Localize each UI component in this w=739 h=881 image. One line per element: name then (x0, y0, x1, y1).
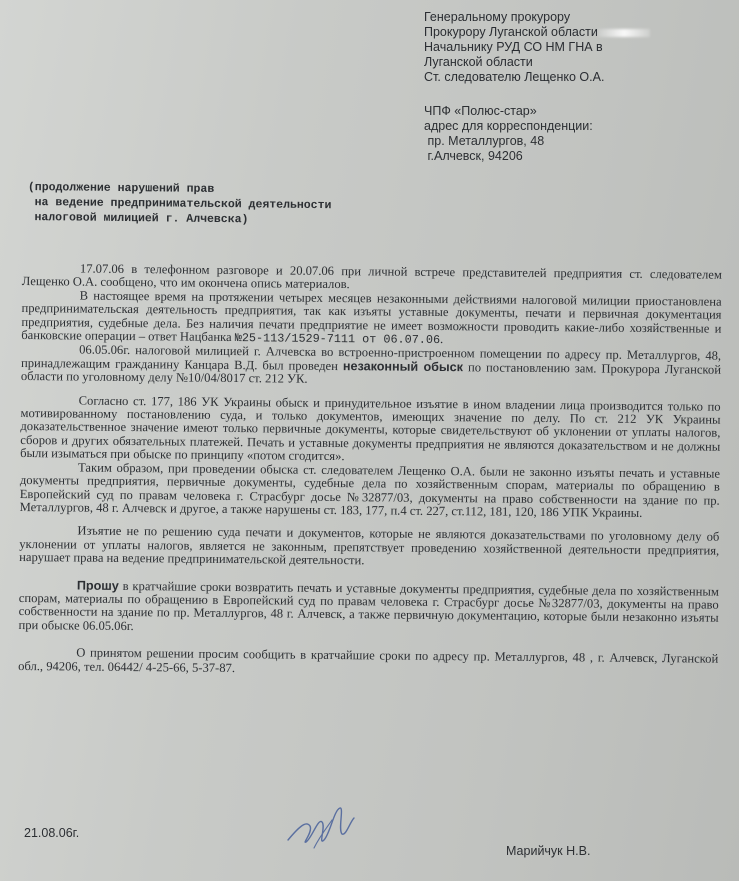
addressee-line: Ст. следователю Лещенко О.А. (424, 70, 605, 84)
addressee-block (424, 10, 724, 85)
sender-line: адрес для корреспонденции: (424, 119, 593, 133)
bold-phrase: Прошу (76, 578, 119, 593)
signature-mark (284, 800, 358, 852)
letter-body (18, 262, 722, 680)
addressee-line: Прокурору Луганской области (424, 25, 724, 40)
bold-phrase: незаконный обыск (342, 358, 464, 375)
addressee-line: Начальнику РУД СО НМ ГНА в (424, 40, 603, 54)
paragraph-6: Изъятие не по решению суда печати и документов, которые не являются доказательствами по уголовному делу об уклонении от уплаты налогов, является не законным, препятствует проведению хозяйственной деятельности предприятия, нарушает права на ведение предпринимательской деятельности. (19, 523, 720, 568)
sender-block (424, 104, 724, 164)
paragraph-3: 06.05.06г. налоговой милицией г. Алчевска во встроенно-пристроенном помещении по адресу пр. Металлургов, 48, принадлежащим гражданину Канцара В.Д. был проведен незаконный обыск по постановлению зам. Прокурора Луганской области по уголовному делу №10/04/8017 ст. 212 УК. (20, 342, 722, 386)
letter-date: 21.08.06г. (24, 826, 80, 840)
addressee-line: Генеральному прокурору (424, 10, 571, 24)
addressee-line: Луганской области (424, 55, 533, 69)
redaction-mark (598, 29, 650, 37)
paragraph-4: Согласно ст. 177, 186 УК Украины обыск и принудительное изъятие в ином владении лица производится только по мотивированному постановлению суда, и только документов, имеющих значение по делу. По ст. 212 УК Украины доказательственное значение имеют только первичные документы, которые свидетельствуют об уклонении от уплаты налогов, сборов и других обязательных платежей. Печать и уставные документы предприятия не являются доказательством и не должны были изыматься при обыске по принципу «потом сгодится». (20, 393, 721, 464)
paragraph-5: Таким образом, при проведении обыска ст. следователем Лещенко О.А. были не законно изъяты печать и уставные документы предприятия, первичные документы, судебные дела по хозяйственным спорам, материалы по обращению в Европейский суд по правам человека г. Страсбург досье №32877/03, документы на право собственности на здание по пр. Металлургов, 48 г. Алчевск и другое, а также нарушены ст. 183, 177, п.4 ст. 227, ст.112, 181, 120, 186 УПК Украины. (19, 460, 721, 520)
paragraph-8: О принятом решении просим сообщить в кратчайшие сроки по адресу пр. Металлургов, 48 , г. Алчевск, Луганской обл., 94206, тел. 06442/ 4-25-66, 5-37-87. (18, 645, 719, 675)
signer-name: Марийчук Н.В. (506, 844, 591, 858)
subject-line: на ведение предпринимательской деятельности (27, 195, 332, 213)
paragraph-1: 17.07.06 в телефонном разговоре и 20.07.06 при личной встрече представителей предприятия ст. следователем Лещенко О.А. сообщено, что им окончена опись материалов. (21, 261, 722, 292)
sender-line: г.Алчевск, 94206 (424, 149, 523, 163)
sender-line: пр. Металлургов, 48 (424, 134, 545, 148)
sender-line: ЧПФ «Полюс-стар» (424, 104, 537, 118)
paragraph-7: Прошу в кратчайшие сроки возвратить печать и уставные документы предприятия, судебные дела по хозяйственным спорам, материалы по обращению в Европейский суд по правам человека г. Страсбург досье №32877/03, документы на право собственности на здание по пр. Металлургов, 48 г. Алчевск, а также первичную документацию, которые были незаконно изъяты при обыске 06.05.06г. (18, 578, 719, 633)
paragraph-2: В настоящее время на протяжении четырех месяцев незаконными действиями налоговой милиции приостановлена предпринимательская деятельность предприятия, так как изъяты уставные документы, печати и первичная документация предприятия, судебные дела. Без наличия печати предприятие не имеет возможности проводить какие-либо хозяйственные и банковские операции – ответ Нацбанка №25-113/1529-7111 от 06.07.06. (21, 288, 722, 348)
subject-heading (28, 180, 448, 229)
subject-line: налоговой милицией г. Алчевска) (27, 210, 249, 227)
subject-line: (продолжение нарушений прав (27, 180, 215, 196)
